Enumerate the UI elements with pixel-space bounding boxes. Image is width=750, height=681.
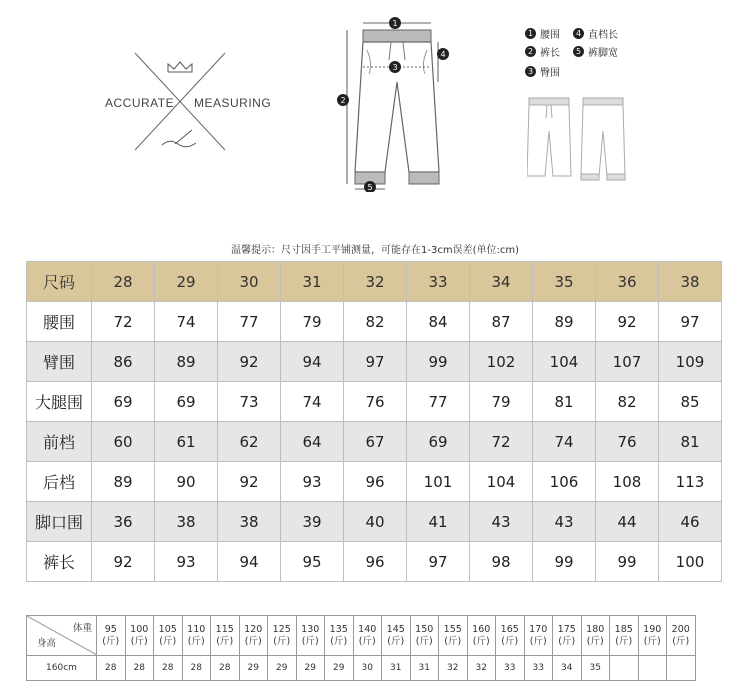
table-cell: 35: [581, 656, 610, 681]
table-cell: 73: [218, 382, 281, 422]
table-row: [27, 502, 722, 542]
table-cell: 67: [344, 422, 407, 462]
weight-unit: (斤): [159, 635, 177, 647]
weight-unit: (斤): [586, 635, 604, 647]
size-header-row: [27, 262, 722, 302]
marker-4-icon: [437, 48, 449, 60]
size-header-cell: 34: [470, 262, 533, 302]
table-cell: 31: [410, 656, 439, 681]
weight-cell: [467, 616, 496, 656]
table-cell: 108: [596, 462, 659, 502]
table-cell: 101: [407, 462, 470, 502]
weight-unit: (斤): [615, 635, 633, 647]
weight-cell: [410, 616, 439, 656]
table-cell: 98: [470, 542, 533, 582]
table-cell: 76: [344, 382, 407, 422]
table-cell: 97: [659, 302, 722, 342]
weight-cell: [496, 616, 525, 656]
weight-cell: [382, 616, 411, 656]
crown-icon: [168, 62, 192, 72]
table-cell: 104: [533, 342, 596, 382]
table-row: [27, 302, 722, 342]
weight-cell: [610, 616, 639, 656]
table-cell: 107: [596, 342, 659, 382]
weight-value: 120: [244, 623, 263, 635]
size-table: [26, 261, 722, 582]
weight-header-row: [27, 616, 696, 656]
weight-value: 95: [104, 623, 117, 635]
table-cell: 99: [533, 542, 596, 582]
legend-item: 3 臀围: [525, 64, 560, 79]
weight-unit: (斤): [187, 635, 205, 647]
weight-unit: (斤): [529, 635, 547, 647]
table-cell: 96: [344, 462, 407, 502]
weight-unit: (斤): [472, 635, 490, 647]
table-cell: 94: [218, 542, 281, 582]
weight-cell: [353, 616, 382, 656]
weight-cell: [154, 616, 183, 656]
table-cell: 100: [659, 542, 722, 582]
table-cell: 29: [268, 656, 297, 681]
table-cell: 92: [596, 302, 659, 342]
weight-cell: [581, 616, 610, 656]
table-cell: 28: [211, 656, 240, 681]
size-header-cell: 36: [596, 262, 659, 302]
table-cell: 81: [533, 382, 596, 422]
table-cell: 38: [155, 502, 218, 542]
weight-value: 190: [643, 623, 662, 635]
height-label: 160cm: [27, 656, 97, 681]
table-cell: 102: [470, 342, 533, 382]
size-header-cell: 30: [218, 262, 281, 302]
table-cell: 28: [154, 656, 183, 681]
table-cell: 39: [281, 502, 344, 542]
table-cell: 76: [596, 422, 659, 462]
row-label: 臂围: [27, 342, 92, 382]
pants-thumbnails: [527, 96, 627, 186]
table-cell: 69: [155, 382, 218, 422]
table-cell: 99: [407, 342, 470, 382]
table-cell: 92: [218, 462, 281, 502]
table-row: [27, 422, 722, 462]
weight-cell: [524, 616, 553, 656]
table-cell: 84: [407, 302, 470, 342]
weight-unit: (斤): [415, 635, 433, 647]
weight-cell: [439, 616, 468, 656]
table-cell: 44: [596, 502, 659, 542]
table-cell: 85: [659, 382, 722, 422]
table-cell: 41: [407, 502, 470, 542]
table-cell: 31: [382, 656, 411, 681]
weight-cell: [268, 616, 297, 656]
weight-unit: (斤): [558, 635, 576, 647]
front-pants-icon: [527, 98, 571, 176]
svg-text:4: 4: [440, 50, 446, 59]
table-row: [27, 542, 722, 582]
weight-unit: (斤): [444, 635, 462, 647]
corner-weight: 体重: [72, 623, 92, 634]
table-cell: 74: [155, 302, 218, 342]
weight-value: 145: [386, 623, 405, 635]
table-cell: 74: [533, 422, 596, 462]
table-cell: 33: [524, 656, 553, 681]
weight-cell: [211, 616, 240, 656]
table-row: [27, 342, 722, 382]
marker-1-icon: [389, 17, 401, 29]
table-cell: 32: [467, 656, 496, 681]
weight-value: 200: [671, 623, 690, 635]
table-cell: 97: [407, 542, 470, 582]
table-cell: 69: [92, 382, 155, 422]
accurate-measuring-logo: [100, 48, 272, 158]
table-cell: 113: [659, 462, 722, 502]
pants-measurement-diagram: [333, 12, 453, 192]
size-header-cell: 29: [155, 262, 218, 302]
table-cell: 99: [596, 542, 659, 582]
weight-unit: (斤): [387, 635, 405, 647]
weight-cell: [239, 616, 268, 656]
table-cell: [667, 656, 696, 681]
table-cell: 43: [470, 502, 533, 542]
corner-cell: [27, 616, 97, 656]
table-cell: [610, 656, 639, 681]
table-cell: 104: [470, 462, 533, 502]
table-cell: 36: [92, 502, 155, 542]
table-cell: 97: [344, 342, 407, 382]
measurement-tip: 温馨提示：尺寸因手工平铺测量，可能存在1-3cm误差(单位:cm): [231, 245, 519, 256]
weight-value: 115: [215, 623, 234, 635]
size-header-cell: 28: [92, 262, 155, 302]
weight-unit: (斤): [273, 635, 291, 647]
table-cell: 93: [155, 542, 218, 582]
weight-value: 175: [557, 623, 576, 635]
table-cell: 109: [659, 342, 722, 382]
table-cell: 89: [533, 302, 596, 342]
marker-2-icon: [337, 94, 349, 106]
table-cell: 32: [439, 656, 468, 681]
table-cell: 29: [296, 656, 325, 681]
weight-value: 185: [614, 623, 633, 635]
table-cell: 90: [155, 462, 218, 502]
table-cell: 95: [281, 542, 344, 582]
weight-unit: (斤): [244, 635, 262, 647]
weight-cell: [553, 616, 582, 656]
weight-value: 105: [158, 623, 177, 635]
weight-unit: (斤): [102, 635, 120, 647]
size-header-cell: 33: [407, 262, 470, 302]
weight-value: 100: [130, 623, 149, 635]
table-cell: 28: [97, 656, 126, 681]
size-header-cell: 31: [281, 262, 344, 302]
weight-value: 165: [500, 623, 519, 635]
table-cell: 89: [155, 342, 218, 382]
table-cell: 77: [407, 382, 470, 422]
row-label: 前档: [27, 422, 92, 462]
svg-text:3: 3: [392, 63, 398, 72]
table-cell: 33: [496, 656, 525, 681]
weight-value: 135: [329, 623, 348, 635]
table-cell: 74: [281, 382, 344, 422]
weight-unit: (斤): [672, 635, 690, 647]
table-cell: 29: [325, 656, 354, 681]
back-pants-icon: [581, 98, 625, 180]
legend-item: 2 裤长: [525, 44, 560, 59]
table-cell: 82: [596, 382, 659, 422]
weight-value: 130: [301, 623, 320, 635]
row-label: 脚口围: [27, 502, 92, 542]
weight-unit: (斤): [216, 635, 234, 647]
row-label: 腰围: [27, 302, 92, 342]
table-cell: 81: [659, 422, 722, 462]
weight-unit: (斤): [330, 635, 348, 647]
table-cell: 77: [218, 302, 281, 342]
header-label: 尺码: [27, 262, 92, 302]
table-cell: 93: [281, 462, 344, 502]
weight-cell: [182, 616, 211, 656]
weight-unit: (斤): [501, 635, 519, 647]
logo-word-right: MEASURING: [194, 96, 272, 110]
size-header-cell: 35: [533, 262, 596, 302]
table-row: [27, 462, 722, 502]
table-cell: 34: [553, 656, 582, 681]
weight-value: 125: [272, 623, 291, 635]
svg-text:5: 5: [367, 183, 373, 192]
marker-3-icon: [389, 61, 401, 73]
row-label: 裤长: [27, 542, 92, 582]
table-cell: 43: [533, 502, 596, 542]
weight-value: 155: [443, 623, 462, 635]
table-cell: 72: [92, 302, 155, 342]
svg-text:2: 2: [340, 96, 346, 105]
size-header-cell: 38: [659, 262, 722, 302]
logo-word-left: ACCURATE: [105, 96, 175, 110]
weight-value: 180: [586, 623, 605, 635]
weight-unit: (斤): [301, 635, 319, 647]
table-cell: 60: [92, 422, 155, 462]
table-cell: 82: [344, 302, 407, 342]
measurement-legend: [525, 26, 665, 86]
table-cell: 94: [281, 342, 344, 382]
weight-height-table: [26, 615, 696, 681]
weight-value: 170: [529, 623, 548, 635]
table-row: [27, 656, 696, 681]
table-cell: 72: [470, 422, 533, 462]
table-cell: 92: [218, 342, 281, 382]
corner-height: 身高: [37, 638, 57, 649]
size-header-cell: 32: [344, 262, 407, 302]
weight-unit: (斤): [643, 635, 661, 647]
weight-unit: (斤): [358, 635, 376, 647]
table-cell: 46: [659, 502, 722, 542]
table-cell: 86: [92, 342, 155, 382]
table-cell: 106: [533, 462, 596, 502]
table-cell: [638, 656, 667, 681]
table-cell: 79: [470, 382, 533, 422]
row-label: 后档: [27, 462, 92, 502]
table-cell: 92: [92, 542, 155, 582]
weight-cell: [125, 616, 154, 656]
table-row: [27, 382, 722, 422]
table-cell: 29: [239, 656, 268, 681]
weight-value: 110: [187, 623, 206, 635]
weight-cell: [667, 616, 696, 656]
table-cell: 28: [125, 656, 154, 681]
table-cell: 28: [182, 656, 211, 681]
legend-item: 5 裤脚宽: [573, 44, 618, 59]
weight-cell: [638, 616, 667, 656]
weight-value: 160: [472, 623, 491, 635]
weight-value: 140: [358, 623, 377, 635]
table-cell: 62: [218, 422, 281, 462]
pen-icon: [162, 130, 196, 147]
table-cell: 79: [281, 302, 344, 342]
row-label: 大腿围: [27, 382, 92, 422]
svg-text:1: 1: [392, 19, 398, 28]
table-cell: 30: [353, 656, 382, 681]
legend-item: 4 直档长: [573, 26, 618, 41]
table-cell: 38: [218, 502, 281, 542]
table-cell: 96: [344, 542, 407, 582]
table-cell: 89: [92, 462, 155, 502]
weight-cell: [97, 616, 126, 656]
table-cell: 69: [407, 422, 470, 462]
table-cell: 61: [155, 422, 218, 462]
table-cell: 87: [470, 302, 533, 342]
weight-cell: [325, 616, 354, 656]
table-cell: 40: [344, 502, 407, 542]
legend-item: 1 腰围: [525, 26, 560, 41]
weight-value: 150: [415, 623, 434, 635]
weight-unit: (斤): [130, 635, 148, 647]
weight-cell: [296, 616, 325, 656]
table-cell: 64: [281, 422, 344, 462]
